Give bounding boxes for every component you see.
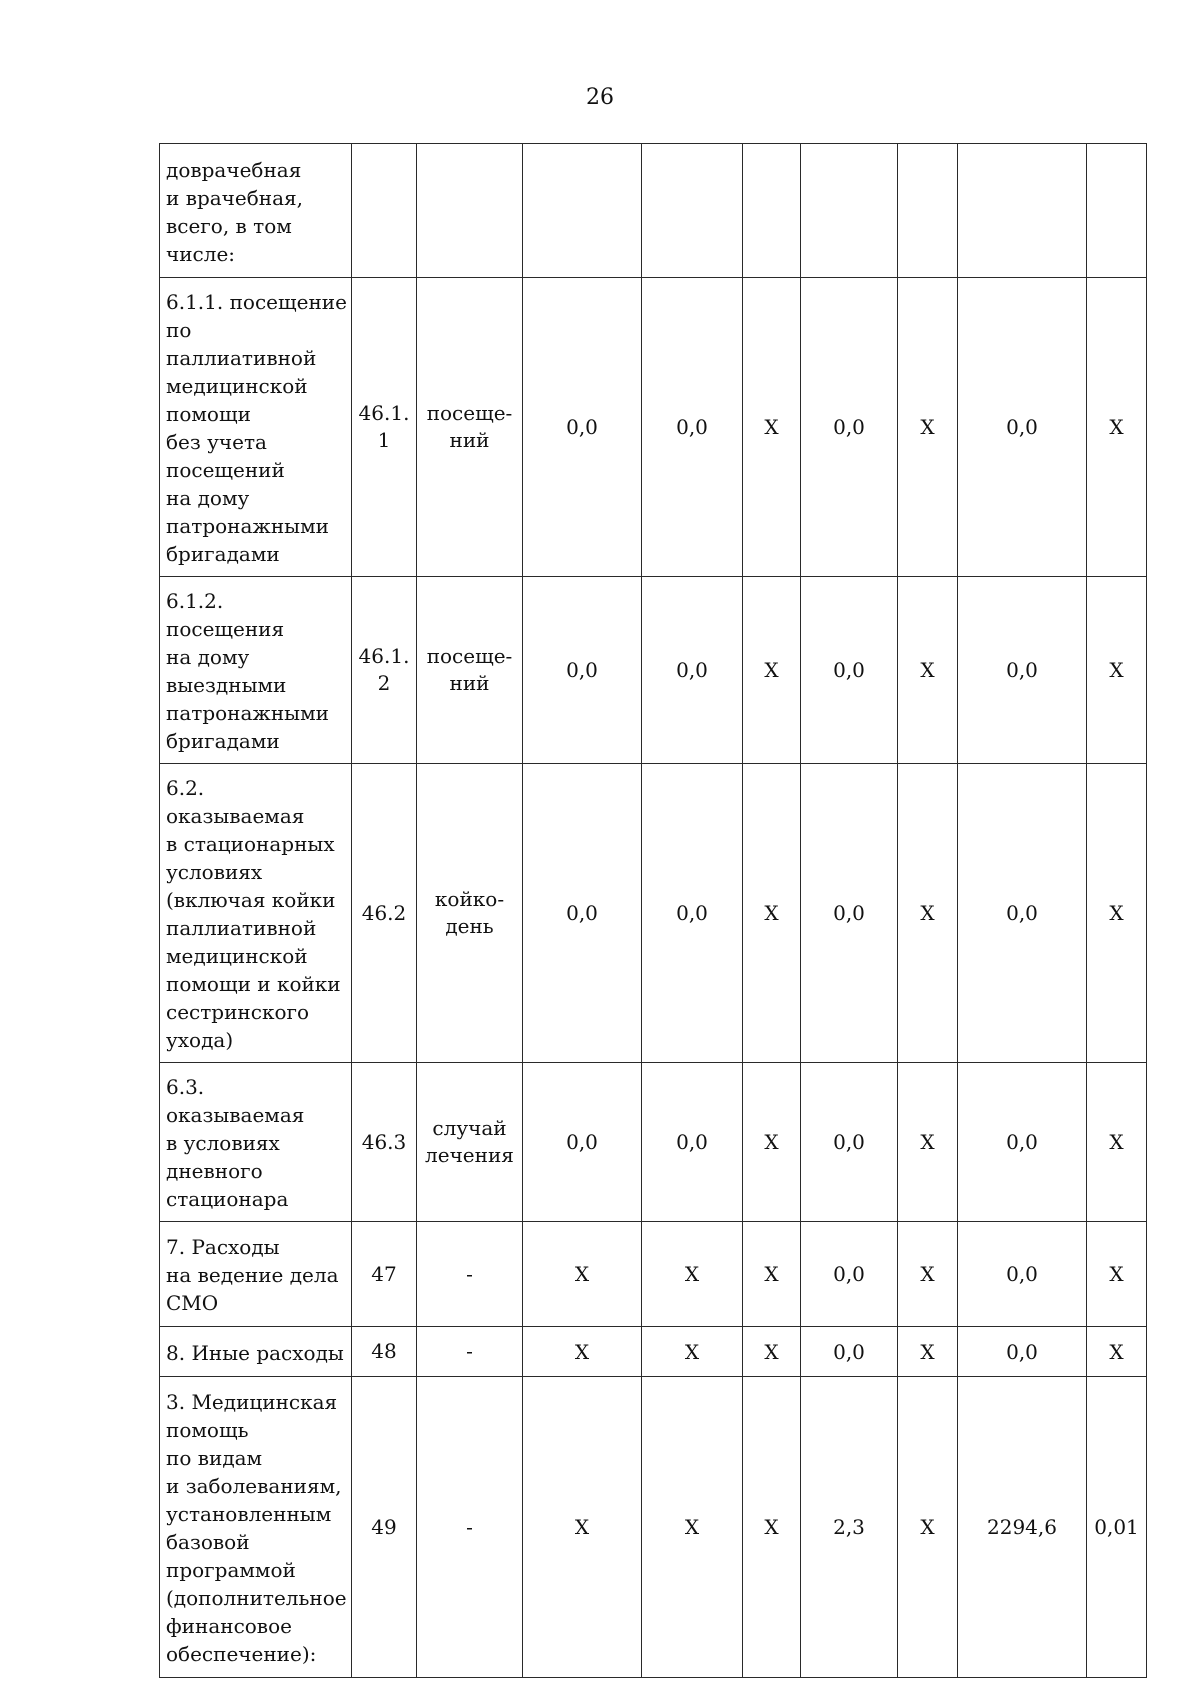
value-cell	[898, 144, 958, 278]
value-cell: 0,0	[801, 1327, 898, 1377]
row-code-cell: 47	[352, 1222, 417, 1327]
value-cell: X	[1087, 1063, 1147, 1222]
row-unit-cell: посеще- ний	[417, 577, 523, 764]
table-row	[160, 1327, 1147, 1377]
value-cell: 0,0	[958, 577, 1087, 764]
row-code-cell: 49	[352, 1377, 417, 1678]
value-cell: 0,0	[523, 1063, 642, 1222]
value-cell: 0,0	[958, 1327, 1087, 1377]
table-row	[160, 144, 1147, 278]
row-name-cell: 6.1.2. посещения на дому выездными патронажными бригадами	[160, 577, 352, 764]
value-cell: 0,0	[523, 764, 642, 1063]
row-unit-cell: -	[417, 1377, 523, 1678]
value-cell	[642, 144, 743, 278]
row-name-cell: 8. Иные расходы	[160, 1327, 352, 1377]
row-name-cell: 3. Медицинская помощь по видам и заболеваниям, установленным базовой программой (дополнительное финансовое обеспечение):	[160, 1377, 352, 1678]
value-cell: 0,0	[642, 1063, 743, 1222]
row-unit-cell: койко- день	[417, 764, 523, 1063]
page-number: 26	[586, 85, 614, 110]
value-cell: X	[743, 577, 801, 764]
row-code-cell: 48	[352, 1327, 417, 1377]
table-row	[160, 278, 1147, 577]
table-row	[160, 764, 1147, 1063]
value-cell: 0,01	[1087, 1377, 1147, 1678]
value-cell: 0,0	[523, 278, 642, 577]
row-unit-cell: -	[417, 1222, 523, 1327]
value-cell: 0,0	[801, 577, 898, 764]
value-cell: 0,0	[801, 1063, 898, 1222]
value-cell: 0,0	[801, 764, 898, 1063]
value-cell: 0,0	[801, 278, 898, 577]
value-cell: X	[898, 1327, 958, 1377]
value-cell: X	[642, 1327, 743, 1377]
row-code-cell: 46.2	[352, 764, 417, 1063]
row-code-cell	[352, 144, 417, 278]
row-unit-cell: посеще- ний	[417, 278, 523, 577]
value-cell: 0,0	[642, 278, 743, 577]
row-name-cell: 6.1.1. посещение по паллиативной медицинской помощи без учета посещений на дому патронажными бригадами	[160, 278, 352, 577]
table-row	[160, 577, 1147, 764]
value-cell: X	[743, 1063, 801, 1222]
value-cell: X	[1087, 278, 1147, 577]
data-table	[159, 143, 1147, 1678]
value-cell: 0,0	[801, 1222, 898, 1327]
value-cell: X	[1087, 577, 1147, 764]
value-cell: X	[642, 1222, 743, 1327]
value-cell: X	[898, 764, 958, 1063]
value-cell: X	[898, 577, 958, 764]
value-cell	[743, 144, 801, 278]
row-name-cell: 6.3. оказываемая в условиях дневного стационара	[160, 1063, 352, 1222]
value-cell	[1087, 144, 1147, 278]
row-name-cell: доврачебная и врачебная, всего, в том числе:	[160, 144, 352, 278]
table-row	[160, 1377, 1147, 1678]
value-cell: X	[523, 1327, 642, 1377]
row-code-cell: 46.1. 2	[352, 577, 417, 764]
row-unit-cell	[417, 144, 523, 278]
value-cell: 0,0	[958, 764, 1087, 1063]
row-code-cell: 46.3	[352, 1063, 417, 1222]
value-cell: 0,0	[958, 1063, 1087, 1222]
value-cell: 0,0	[958, 1222, 1087, 1327]
value-cell: 0,0	[642, 764, 743, 1063]
table-row	[160, 1063, 1147, 1222]
row-unit-cell: случай лечения	[417, 1063, 523, 1222]
value-cell: 0,0	[958, 278, 1087, 577]
row-unit-cell: -	[417, 1327, 523, 1377]
value-cell: X	[898, 278, 958, 577]
table-row	[160, 1222, 1147, 1327]
value-cell: X	[1087, 1222, 1147, 1327]
value-cell: X	[898, 1377, 958, 1678]
value-cell: X	[642, 1377, 743, 1678]
value-cell: 2294,6	[958, 1377, 1087, 1678]
value-cell: X	[743, 1327, 801, 1377]
value-cell: X	[743, 764, 801, 1063]
value-cell: 0,0	[642, 577, 743, 764]
value-cell: X	[898, 1063, 958, 1222]
value-cell: X	[1087, 764, 1147, 1063]
value-cell	[523, 144, 642, 278]
value-cell: X	[1087, 1327, 1147, 1377]
value-cell: X	[743, 1377, 801, 1678]
value-cell: 2,3	[801, 1377, 898, 1678]
value-cell: X	[523, 1222, 642, 1327]
row-name-cell: 7. Расходы на ведение дела СМО	[160, 1222, 352, 1327]
value-cell: X	[743, 278, 801, 577]
value-cell: 0,0	[523, 577, 642, 764]
value-cell	[958, 144, 1087, 278]
row-name-cell: 6.2. оказываемая в стационарных условиях (включая койки паллиативной медицинской помощи и койки сестринского ухода)	[160, 764, 352, 1063]
value-cell	[801, 144, 898, 278]
value-cell: X	[898, 1222, 958, 1327]
row-code-cell: 46.1. 1	[352, 278, 417, 577]
value-cell: X	[743, 1222, 801, 1327]
value-cell: X	[523, 1377, 642, 1678]
